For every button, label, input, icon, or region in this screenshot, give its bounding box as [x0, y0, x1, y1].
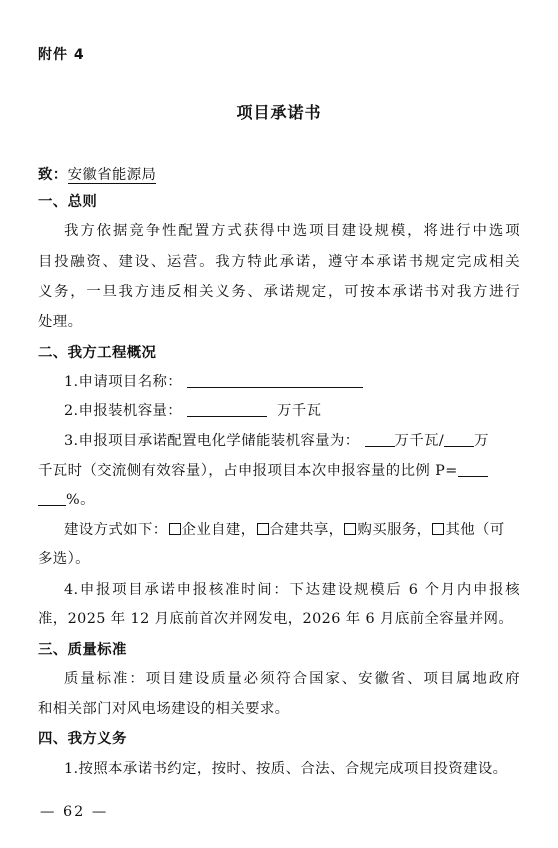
addressee-line: [38, 165, 520, 185]
section-1-heading: 一、总则: [38, 194, 98, 210]
item-3-text: 千瓦时（交流侧有效容量），占申报项目本次申报容量的比例 P=: [38, 463, 458, 479]
checkbox-icon[interactable]: [344, 523, 356, 535]
item-3-line-2: [38, 461, 520, 481]
ratio-blank-continued: [38, 490, 66, 506]
section-3-heading: 三、质量标准: [38, 642, 127, 658]
checkbox-icon[interactable]: [432, 523, 444, 535]
construction-mode-tail: 多选）。: [38, 551, 90, 567]
section-1-line: 处理。: [38, 314, 83, 330]
addressee-name: 安徽省能源局: [67, 167, 157, 183]
checkbox-icon[interactable]: [169, 523, 181, 535]
document-title: 项目承诺书: [236, 103, 322, 122]
item-2-unit: 万千瓦: [277, 403, 322, 419]
item-2-label: 2.申报装机容量：: [64, 403, 183, 419]
project-name-blank: [187, 372, 363, 388]
section-4-line: 1.按照本承诺书约定，按时、按质、合法、合规完成项目投资建设。: [64, 761, 508, 777]
construction-mode-lead: 建设方式如下：: [64, 522, 168, 538]
item-1-label: 1.申请项目名称：: [64, 374, 183, 390]
construction-option: 购买服务，: [357, 522, 432, 538]
item-4-line: 准，2025 年 12 月底前首次并网发电，2026 年 6 月底前全容量并网。: [38, 611, 514, 627]
ratio-blank: [458, 461, 488, 477]
item-3-line-3: [38, 490, 520, 510]
percent-suffix: %。: [66, 492, 95, 508]
section-3-line: 质量标准：项目建设质量必须符合国家、安徽省、项目属地政府: [64, 671, 520, 687]
capacity-blank: [187, 401, 267, 417]
attachment-label: 附件 4: [38, 47, 85, 63]
construction-option: 企业自建，: [181, 522, 256, 538]
page-number: — 62 —: [40, 804, 109, 820]
storage-power-blank: [365, 431, 395, 447]
addressee-prefix: 致：: [38, 167, 68, 183]
section-2-heading: 二、我方工程概况: [38, 345, 157, 361]
item-1-line: [64, 372, 520, 392]
construction-option: 合建共享，: [269, 522, 344, 538]
section-1-line: 义务，一旦我方违反相关义务、承诺规定，可按本承诺书对我方进行: [38, 284, 520, 300]
section-4-heading: 四、我方义务: [38, 731, 127, 747]
construction-mode-line: [64, 520, 520, 540]
item-3-line: [64, 431, 520, 451]
item-2-line: [64, 401, 520, 421]
construction-option: 其他（可: [445, 522, 505, 538]
section-1-line: 目投融资、建设、运营。我方特此承诺，遵守本承诺书规定完成相关: [38, 254, 520, 270]
item-3-text: 3.申报项目承诺配置电化学储能装机容量为：: [64, 433, 360, 449]
storage-energy-blank: [444, 431, 474, 447]
item-3-unit: 万: [474, 433, 489, 449]
checkbox-icon[interactable]: [257, 523, 269, 535]
section-3-line: 和相关部门对风电场建设的相关要求。: [38, 701, 290, 717]
section-1-line: 我方依据竞争性配置方式获得中选项目建设规模，将进行中选项: [64, 223, 520, 239]
item-3-unit: 万千瓦/: [394, 433, 445, 449]
item-4-line: 4.申报项目承诺申报核准时间：下达建设规模后 6 个月内申报核: [64, 582, 520, 598]
